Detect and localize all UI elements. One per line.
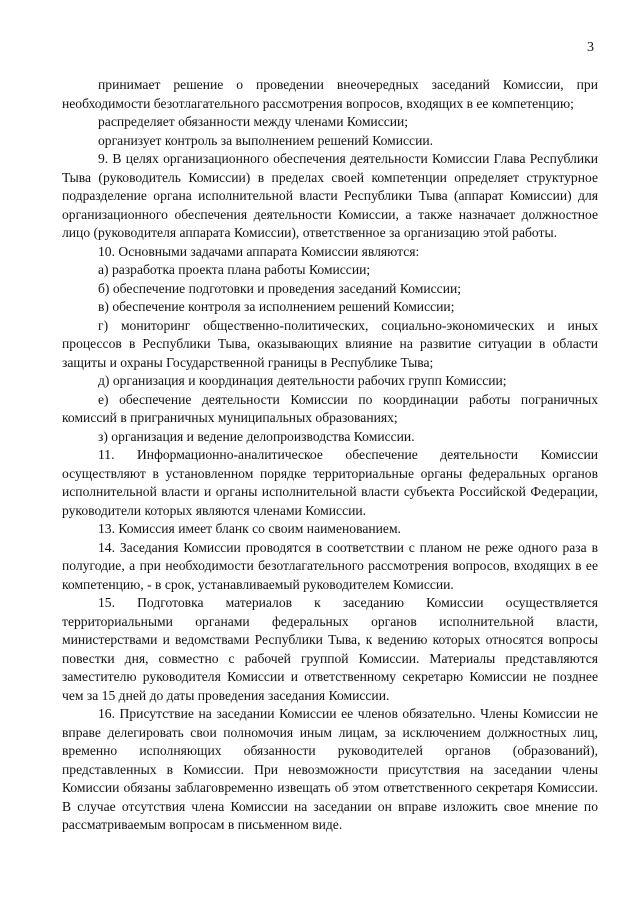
paragraph: организует контроль за выполнением решений Комиссии. xyxy=(98,132,434,148)
paragraph: 11. Информационно-аналитическое обеспечение деятельности Комиссии осуществляют в установленном порядке территориальные органы федеральных органов исполнительной власти и органы исполнительной власти субъекта Российской Федерации, руководители которых являются членами Комиссии. xyxy=(62,447,598,518)
paragraph: принимает решение о проведении внеочередных заседаний Комиссии, при необходимости безотлагательного рассмотрения вопросов, входящих в ее компетенцию; xyxy=(62,77,598,111)
paragraph: б) обеспечение подготовки и проведения заседаний Комиссии; xyxy=(98,280,462,296)
paragraph: в) обеспечение контроля за исполнением решений Комиссии; xyxy=(98,299,455,314)
paragraph: е) обеспечение деятельности Комиссии по координации работы пограничных комиссий в приграничных муниципальных образованиях; xyxy=(62,391,598,425)
paragraph: г) мониторинг общественно-политических, социально-экономических и иных процессов в Республики Тыва, оказывающих влияние на развитие ситуации в области защиты и охраны Государственной границы в Республике Тыва; xyxy=(62,317,598,370)
paragraph: з) организация и ведение делопроизводства Комиссии. xyxy=(98,428,415,444)
paragraph: 10. Основными задачами аппарата Комиссии являются: xyxy=(98,243,420,259)
paragraph: 14. Заседания Комиссии проводятся в соответствии с планом не реже одного раза в полугодие, а при необходимости безотлагательного рассмотрения вопросов, входящих в ее компетенцию, - в срок, устанавливаемый руководителем Комиссии. xyxy=(62,539,598,592)
paragraph: д) организация и координация деятельности рабочих групп Комиссии; xyxy=(98,373,507,388)
paragraph: 15. Подготовка материалов к заседанию Комиссии осуществляется территориальными органами федеральных органов исполнительной власти, министерствами и ведомствами Республики Тыва, к ведению которых относятся вопросы повестки дня, совместно с рабочей группой Комиссии. Материалы представляются заместителю руководителя Комиссии и ответственному секретарю Комиссии не позднее чем за 15 дней до даты проведения заседания Комиссии. xyxy=(62,595,598,703)
paragraph: 16. Присутствие на заседании Комиссии ее членов обязательно. Члены Комиссии не вправе делегировать свои полномочия иным лицам, за исключением должностных лиц, временно исполняющих обязанности руководителей органов (образований), представленных в Комиссии. При невозможности присутствия на заседании члены Комиссии обязаны заблаговременно извещать об этом ответственного секретаря Комиссии. В случае отсутствия члена Комиссии на заседании он вправе изложить свое мнение по рассматриваемым вопросам в письменном виде. xyxy=(62,706,598,832)
paragraph: 13. Комиссия имеет бланк со своим наименованием. xyxy=(98,521,401,536)
paragraph: а) разработка проекта плана работы Комиссии; xyxy=(98,262,371,277)
document-body xyxy=(62,76,598,835)
paragraph: 9. В целях организационного обеспечения деятельности Комиссии Глава Республики Тыва (руководитель Комиссии) в пределах своей компетенции определяет структурное подразделение органа исполнительной власти Республики Тыва (аппарат Комиссии) для организационного обеспечения деятельности Комиссии, а также назначает должностное лицо (руководителя аппарата Комиссии), ответственное за организацию этой работы. xyxy=(62,151,598,240)
page-number: 3 xyxy=(587,40,594,55)
paragraph: распределяет обязанности между членами Комиссии; xyxy=(98,114,409,129)
